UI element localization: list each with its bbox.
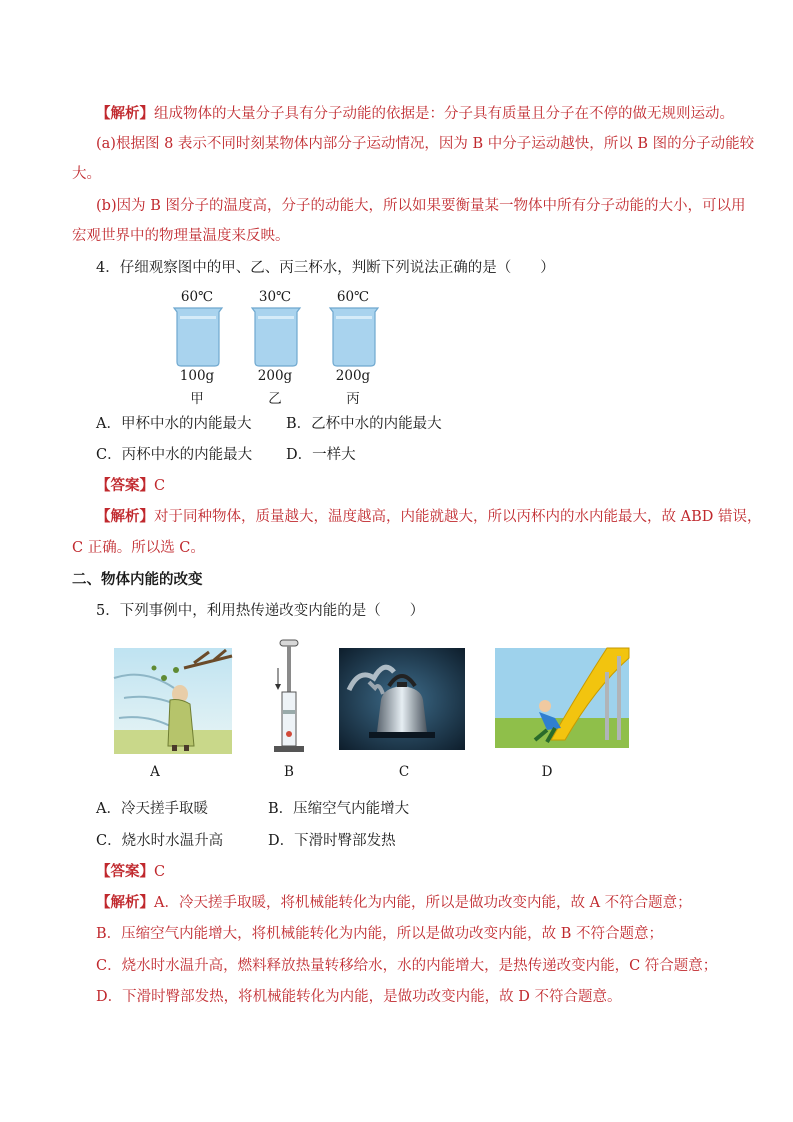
image-label-d: D xyxy=(541,764,553,780)
beaker-bing xyxy=(330,308,378,366)
q3-analysis-line5: 宏观世界中的物理量温度来反映。 xyxy=(72,228,290,244)
q5-option-d: D．下滑时臀部发热 xyxy=(268,833,396,849)
beaker-jia xyxy=(174,308,222,366)
q5-analysis-line2: B．压缩空气内能增大，将机械能转化为内能，所以是做功改变内能，故 B 不符合题意； xyxy=(96,926,664,942)
q4-analysis-line2: C 正确。所以选 C。 xyxy=(72,540,205,556)
image-label-b: B xyxy=(284,764,294,780)
q3-analysis-line4: (b)因为 B 图分子的温度高，分子的动能大，所以如果要衡量某一物体中所有分子动能的大小，可以用 xyxy=(96,198,746,214)
image-label-c: C xyxy=(398,764,410,780)
beaker-yi-mass: 200g xyxy=(257,368,293,384)
q4-option-a: A．甲杯中水的内能最大 xyxy=(96,416,252,432)
beaker-bing-name: 丙 xyxy=(346,391,360,407)
beaker-yi xyxy=(252,308,300,366)
q5-analysis-line1: 【解析】A．冷天搓手取暖，将机械能转化为内能，所以是做功改变内能，故 A 不符合题意； xyxy=(96,894,692,911)
image-label-a: A xyxy=(150,764,160,780)
q5-analysis-line4: D．下滑时臀部发热，将机械能转化为内能，是做功改变内能，故 D 不符合题意。 xyxy=(96,989,622,1005)
q5-option-b: B．压缩空气内能增大 xyxy=(268,801,410,817)
q3-analysis-line1: 【解析】组成物体的大量分子具有分子动能的依据是：分子具有质量且分子在不停的做无规则运动。 xyxy=(96,105,734,122)
q3-analysis-line3: 大。 xyxy=(72,166,101,182)
q5-option-c: C．烧水时水温升高 xyxy=(96,833,224,849)
beaker-jia-mass: 100g xyxy=(179,368,215,384)
q4-option-b: B．乙杯中水的内能最大 xyxy=(286,416,442,432)
q4-option-c: C．丙杯中水的内能最大 xyxy=(96,447,253,463)
image-a-wind-old-woman xyxy=(114,648,232,754)
beakers-figure xyxy=(170,306,385,368)
q4-option-d: D．一样大 xyxy=(286,447,356,463)
q5-analysis-line3: C．烧水时水温升高，燃料释放热量转移给水，水的内能增大，是热传递改变内能，C 符合题意； xyxy=(96,958,718,974)
section2-heading: 二、物体内能的改变 xyxy=(72,571,203,588)
analysis-tag: 【解析】 xyxy=(96,105,154,122)
q4-answer: 【答案】C xyxy=(96,477,166,494)
q4-stem: 4．仔细观察图中的甲、乙、丙三杯水，判断下列说法正确的是（ ） xyxy=(96,260,555,276)
beaker-yi-name: 乙 xyxy=(268,391,282,407)
image-c-kettle xyxy=(339,648,465,750)
q5-stem: 5．下列事例中，利用热传递改变内能的是（ ） xyxy=(96,603,425,619)
q3-analysis-line2: (a)根据图 8 表示不同时刻某物体内部分子运动情况，因为 B 中分子运动越快，所以 B 图的分子动能较 xyxy=(96,136,755,152)
beaker-yi-temp: 30℃ xyxy=(258,289,292,305)
q4-analysis-line1: 【解析】对于同种物体，质量越大，温度越高，内能就越大，所以丙杯内的水内能最大，故 ABD 错误， xyxy=(96,508,762,525)
beaker-jia-temp: 60℃ xyxy=(180,289,214,305)
beaker-jia-name: 甲 xyxy=(190,391,204,407)
beaker-bing-mass: 200g xyxy=(335,368,371,384)
image-b-air-pump xyxy=(274,640,304,755)
beaker-bing-temp: 60℃ xyxy=(336,289,370,305)
q5-option-a: A．冷天搓手取暖 xyxy=(96,801,208,817)
q5-answer: 【答案】C xyxy=(96,863,166,880)
image-d-slide xyxy=(495,648,629,748)
